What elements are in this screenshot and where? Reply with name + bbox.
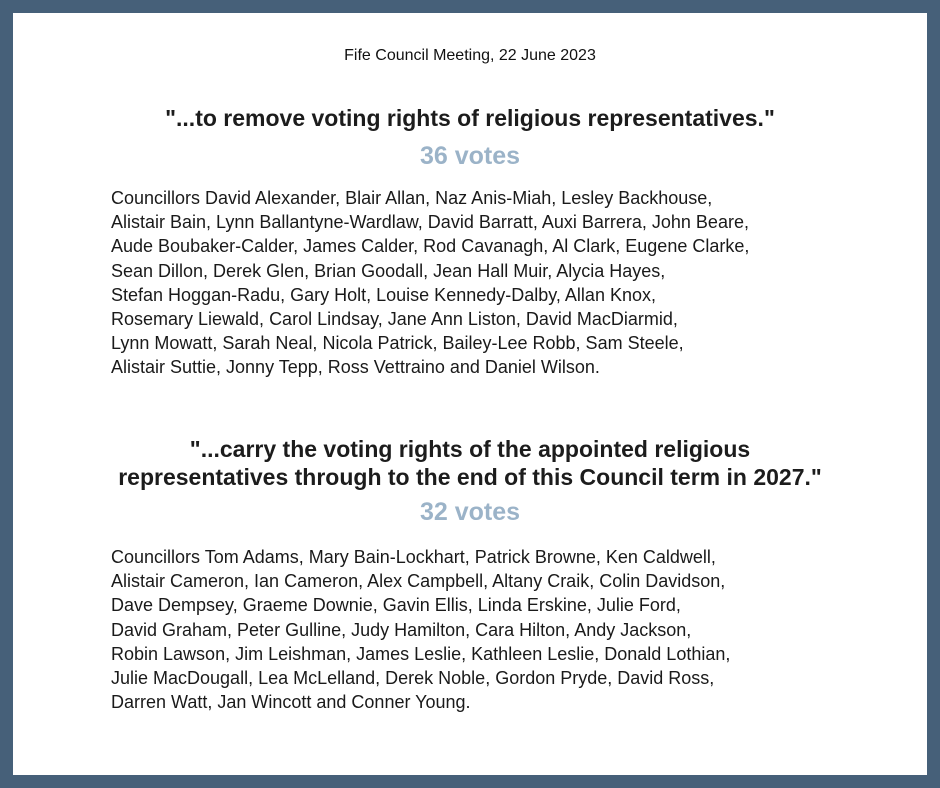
- motion-2-vote-count: 32 votes: [419, 498, 521, 526]
- name-line: Sean Dillon, Derek Glen, Brian Goodall, Jean Hall Muir, Alycia Hayes,: [111, 260, 666, 281]
- name-line: Rosemary Liewald, Carol Lindsay, Jane Ann Liston, David MacDiarmid,: [111, 309, 678, 330]
- motion-2-quote-line: "...carry the voting rights of the appointed religious: [189, 436, 751, 462]
- motion-2-quote-line: representatives through to the end of this Council term in 2027.": [118, 464, 822, 490]
- name-line: Darren Watt, Jan Wincott and Conner Young.: [111, 692, 471, 713]
- name-line: Alistair Suttie, Jonny Tepp, Ross Vettraino and Daniel Wilson.: [111, 357, 600, 378]
- motion-1-vote-count: 36 votes: [419, 142, 521, 170]
- name-line: Aude Boubaker-Calder, James Calder, Rod Cavanagh, Al Clark, Eugene Clarke,: [111, 236, 750, 257]
- motion-2-councillor-list: [111, 545, 891, 714]
- name-line: Stefan Hoggan-Radu, Gary Holt, Louise Kennedy-Dalby, Allan Knox,: [111, 284, 656, 305]
- name-line: Lynn Mowatt, Sarah Neal, Nicola Patrick, Bailey-Lee Robb, Sam Steele,: [111, 333, 684, 354]
- name-line: Robin Lawson, Jim Leishman, James Leslie, Kathleen Leslie, Donald Lothian,: [111, 643, 731, 664]
- name-line: Councillors Tom Adams, Mary Bain-Lockhart, Patrick Browne, Ken Caldwell,: [111, 547, 716, 567]
- name-line: Alistair Cameron, Ian Cameron, Alex Campbell, Altany Craik, Colin Davidson,: [111, 571, 726, 592]
- name-line: David Graham, Peter Gulline, Judy Hamilton, Cara Hilton, Andy Jackson,: [111, 619, 692, 640]
- document-card: [13, 13, 927, 775]
- motion-2-quote: [13, 435, 927, 491]
- name-line: Julie MacDougall, Lea McLelland, Derek Noble, Gordon Pryde, David Ross,: [111, 668, 715, 689]
- name-line: Alistair Bain, Lynn Ballantyne-Wardlaw, David Barratt, Auxi Barrera, John Beare,: [111, 212, 749, 233]
- name-line: Councillors David Alexander, Blair Allan, Naz Anis-Miah, Lesley Backhouse,: [111, 188, 713, 208]
- meeting-header: Fife Council Meeting, 22 June 2023: [344, 47, 596, 64]
- motion-1-quote: "...to remove voting rights of religious representatives.": [165, 105, 775, 131]
- name-line: Dave Dempsey, Graeme Downie, Gavin Ellis, Linda Erskine, Julie Ford,: [111, 595, 681, 616]
- motion-1-councillor-list: [111, 186, 891, 380]
